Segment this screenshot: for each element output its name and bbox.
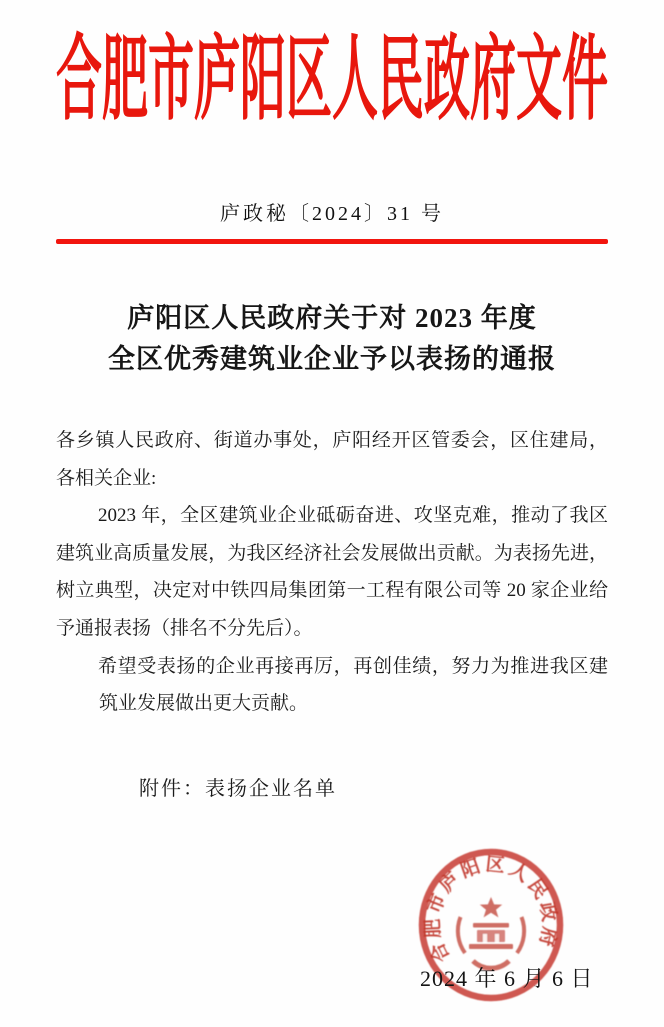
body-line: 树立典型，决定对中铁四局集团第一工程有限公司等 20 家企业给 xyxy=(56,580,608,602)
body-line: 建筑业高质量发展，为我区经济社会发展做出贡献。为表扬先进， xyxy=(56,542,608,564)
red-divider-rule xyxy=(56,239,608,244)
body-line: 予通报表扬（排名不分先后）。 xyxy=(56,617,313,639)
document-number: 庐政秘〔2024〕31 号 xyxy=(220,203,444,225)
attachment-note: 附件：表扬企业名单 xyxy=(139,778,337,800)
body-line: 各乡镇人民政府、街道办事处，庐阳经开区管委会，区住建局， xyxy=(56,430,608,451)
document-title-line1: 庐阳区人民政府关于对 2023 年度 xyxy=(127,303,537,333)
body-line: 各相关企业: xyxy=(56,467,157,489)
document-title-line2: 全区优秀建筑业企业予以表扬的通报 xyxy=(108,344,556,374)
body-line: 希望受表扬的企业再接再厉，再创佳绩，努力为推进我区建 xyxy=(98,655,608,677)
national-emblem-icon xyxy=(458,897,524,968)
document-title xyxy=(0,298,664,380)
letterhead-title: 合肥市庐阳区人民政府文件 xyxy=(56,27,608,131)
date-text: 2024 年 6 月 6 日 xyxy=(420,966,594,991)
body-line: 筑业发展做出更大贡献。 xyxy=(99,693,309,715)
body-line: 2023 年，全区建筑业企业砥砺奋进、攻坚克难，推动了我区 xyxy=(98,505,608,527)
document-body xyxy=(56,422,608,723)
seal-arc-text: 合肥市庐阳区人民政府 xyxy=(422,854,560,966)
